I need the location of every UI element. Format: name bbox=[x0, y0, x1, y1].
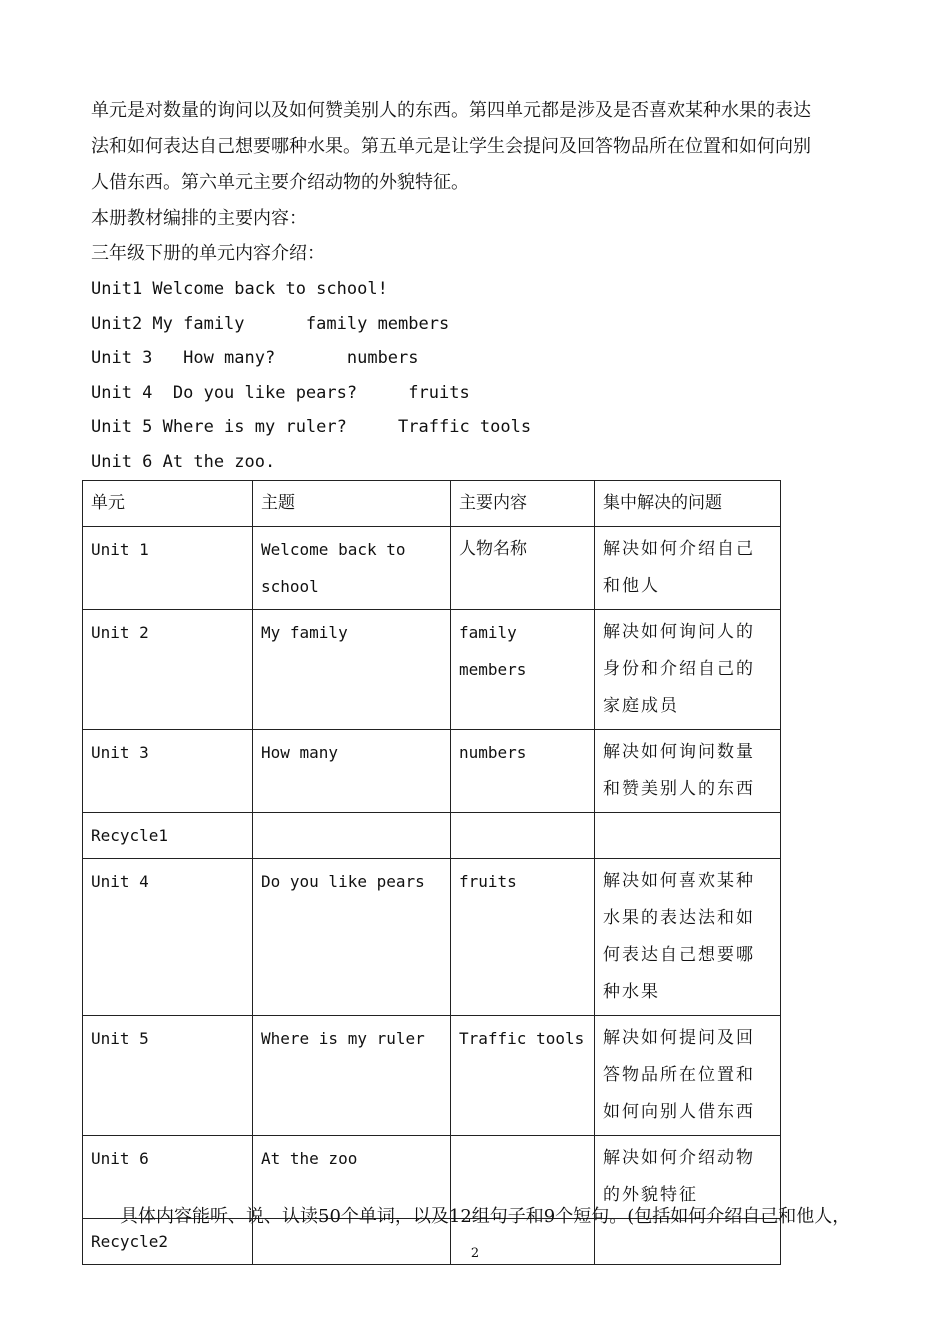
unit-list-item: Unit1 Welcome back to school! bbox=[91, 279, 388, 299]
table-cell: 解决如何介绍动物的外貌特征 bbox=[595, 1136, 781, 1219]
table-row bbox=[83, 1016, 781, 1136]
table-header-cell: 主要内容 bbox=[451, 481, 595, 527]
section-heading: 本册教材编排的主要内容： bbox=[91, 208, 307, 229]
unit-list-item: Unit 6 At the zoo. bbox=[91, 452, 276, 472]
section-heading: 三年级下册的单元内容介绍： bbox=[91, 243, 325, 264]
unit-list-item: Unit2 My family family members bbox=[91, 314, 450, 334]
table-header-cell: 主题 bbox=[253, 481, 451, 527]
table-cell: My family bbox=[253, 610, 451, 730]
table-row bbox=[83, 730, 781, 813]
table-header-cell: 单元 bbox=[83, 481, 253, 527]
paragraph-line: 单元是对数量的询问以及如何赞美别人的东西。第四单元都是涉及是否喜欢某种水果的表达 bbox=[91, 100, 811, 121]
unit-list-item: Unit 4 Do you like pears? fruits bbox=[91, 383, 470, 403]
table-row bbox=[83, 527, 781, 610]
table-row bbox=[83, 610, 781, 730]
table-cell: How many bbox=[253, 730, 451, 813]
page-number: 2 bbox=[470, 1246, 480, 1261]
paragraph-line: 法和如何表达自己想要哪种水果。第五单元是让学生会提问及回答物品所在位置和如何向别 bbox=[91, 136, 811, 157]
table-cell: Unit 1 bbox=[83, 527, 253, 610]
table-cell bbox=[451, 813, 595, 859]
closing-paragraph: 具体内容能听、说、认读50个单词，以及12组句子和9个短句。(包括如何介绍自己和他人， bbox=[120, 1206, 851, 1227]
table-cell: Unit 4 bbox=[83, 859, 253, 1016]
unit-list-item: Unit 5 Where is my ruler? Traffic tools bbox=[91, 417, 532, 437]
table-cell: 解决如何提问及回答物品所在位置和如何向别人借东西 bbox=[595, 1016, 781, 1136]
table-row bbox=[83, 813, 781, 859]
table-cell: Where is my ruler bbox=[253, 1016, 451, 1136]
table-cell: 人物名称 bbox=[451, 527, 595, 610]
table-cell: numbers bbox=[451, 730, 595, 813]
table-cell: Unit 5 bbox=[83, 1016, 253, 1136]
table-cell: Welcome back to school bbox=[253, 527, 451, 610]
table-row bbox=[83, 859, 781, 1016]
table-cell bbox=[595, 813, 781, 859]
table-cell: Unit 2 bbox=[83, 610, 253, 730]
unit-list-item: Unit 3 How many? numbers bbox=[91, 348, 419, 368]
table-cell bbox=[253, 813, 451, 859]
table-cell: family members bbox=[451, 610, 595, 730]
table-cell: Unit 6 bbox=[83, 1136, 253, 1219]
table-header-cell: 集中解决的问题 bbox=[595, 481, 781, 527]
table-cell: At the zoo bbox=[253, 1136, 451, 1219]
table-cell: Traffic tools bbox=[451, 1016, 595, 1136]
table-cell: Unit 3 bbox=[83, 730, 253, 813]
table-cell: 解决如何喜欢某种水果的表达法和如何表达自己想要哪种水果 bbox=[595, 859, 781, 1016]
table-cell: 解决如何询问人的身份和介绍自己的家庭成员 bbox=[595, 610, 781, 730]
unit-table bbox=[82, 480, 781, 1265]
table-cell: Recycle1 bbox=[83, 813, 253, 859]
paragraph-line: 人借东西。第六单元主要介绍动物的外貌特征。 bbox=[91, 172, 469, 193]
table-cell: 解决如何询问数量和赞美别人的东西 bbox=[595, 730, 781, 813]
table-header-row bbox=[83, 481, 781, 527]
table-cell: Do you like pears bbox=[253, 859, 451, 1016]
table-cell: fruits bbox=[451, 859, 595, 1016]
table-cell: Recycle2 bbox=[83, 1219, 253, 1265]
table-cell: 解决如何介绍自己和他人 bbox=[595, 527, 781, 610]
